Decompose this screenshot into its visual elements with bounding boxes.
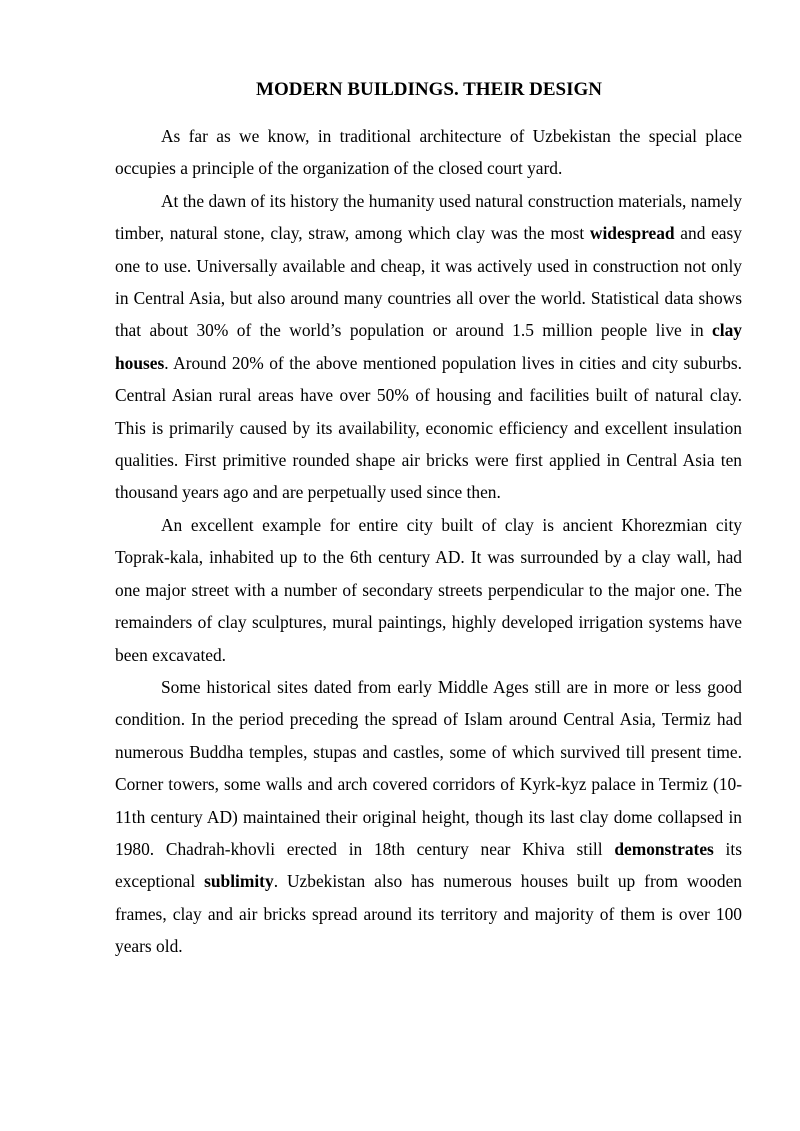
paragraph-toprak-kala xyxy=(115,509,742,671)
paragraph-clay-materials xyxy=(115,185,742,509)
paragraph-text: At the dawn of its history the humanity used natural construction materials, namely timber, natural stone, clay, straw, among which clay was the most xyxy=(115,190,742,244)
page-title: MODERN BUILDINGS. THEIR DESIGN xyxy=(256,79,602,100)
paragraph-text: its exceptional xyxy=(115,838,742,892)
paragraph-text: . Around 20% of the above mentioned population lives in cities and city suburbs. Central Asian rural areas have over 50% of housing and facilities built of natural clay. This is primarily caused by its availability, economic efficiency and excellent insulation qualities. First primitive rounded shape air bricks were first applied in Central Asia ten thousand years ago and are perpetually used since then. xyxy=(115,352,742,503)
bold-term-clay-houses: clay houses xyxy=(115,320,742,373)
paragraph-text: As far as we know, in traditional architecture of Uzbekistan the special place occupies a principle of the organization of the closed court yard. xyxy=(115,126,742,179)
paragraph-text: An excellent example for entire city built of clay is ancient Khorezmian city Toprak-kala, inhabited up to the 6th century AD. It was surrounded by a clay wall, had one major street with a number of secondary streets perpendicular to the major one. The remainders of clay sculptures, mural paintings, highly developed irrigation systems have been excavated. xyxy=(115,514,742,665)
bold-term-demonstrates: demonstrates xyxy=(614,838,714,859)
paragraph-text: Some historical sites dated from early Middle Ages still are in more or less good condition. In the period preceding the spread of Islam around Central Asia, Termiz had numerous Buddha temples, stupas and castles, some of which survived till present time. Corner towers, some walls and arch covered corridors of Kyrk-kyz palace in Termiz (10-11th century AD) maintained their original height, though its last clay dome collapsed in 1980. Chadrah-khovli erected in 18th century near Khiva still xyxy=(115,676,742,859)
paragraph-text: and easy one to use. Universally available and cheap, it was actively used in construction not only in Central Asia, but also around many countries all over the world. Statistical data shows that about 30% of the world’s population or around 1.5 million people live in xyxy=(115,223,742,341)
paragraph-court-yard xyxy=(115,120,742,185)
paragraph-historical-sites xyxy=(115,671,742,963)
bold-term-widespread: widespread xyxy=(589,223,675,244)
bold-term-sublimity: sublimity xyxy=(204,871,274,892)
document-body xyxy=(115,120,742,963)
paragraph-text: . Uzbekistan also has numerous houses built up from wooden frames, clay and air bricks spread around its territory and majority of them is over 100 years old. xyxy=(115,871,742,957)
